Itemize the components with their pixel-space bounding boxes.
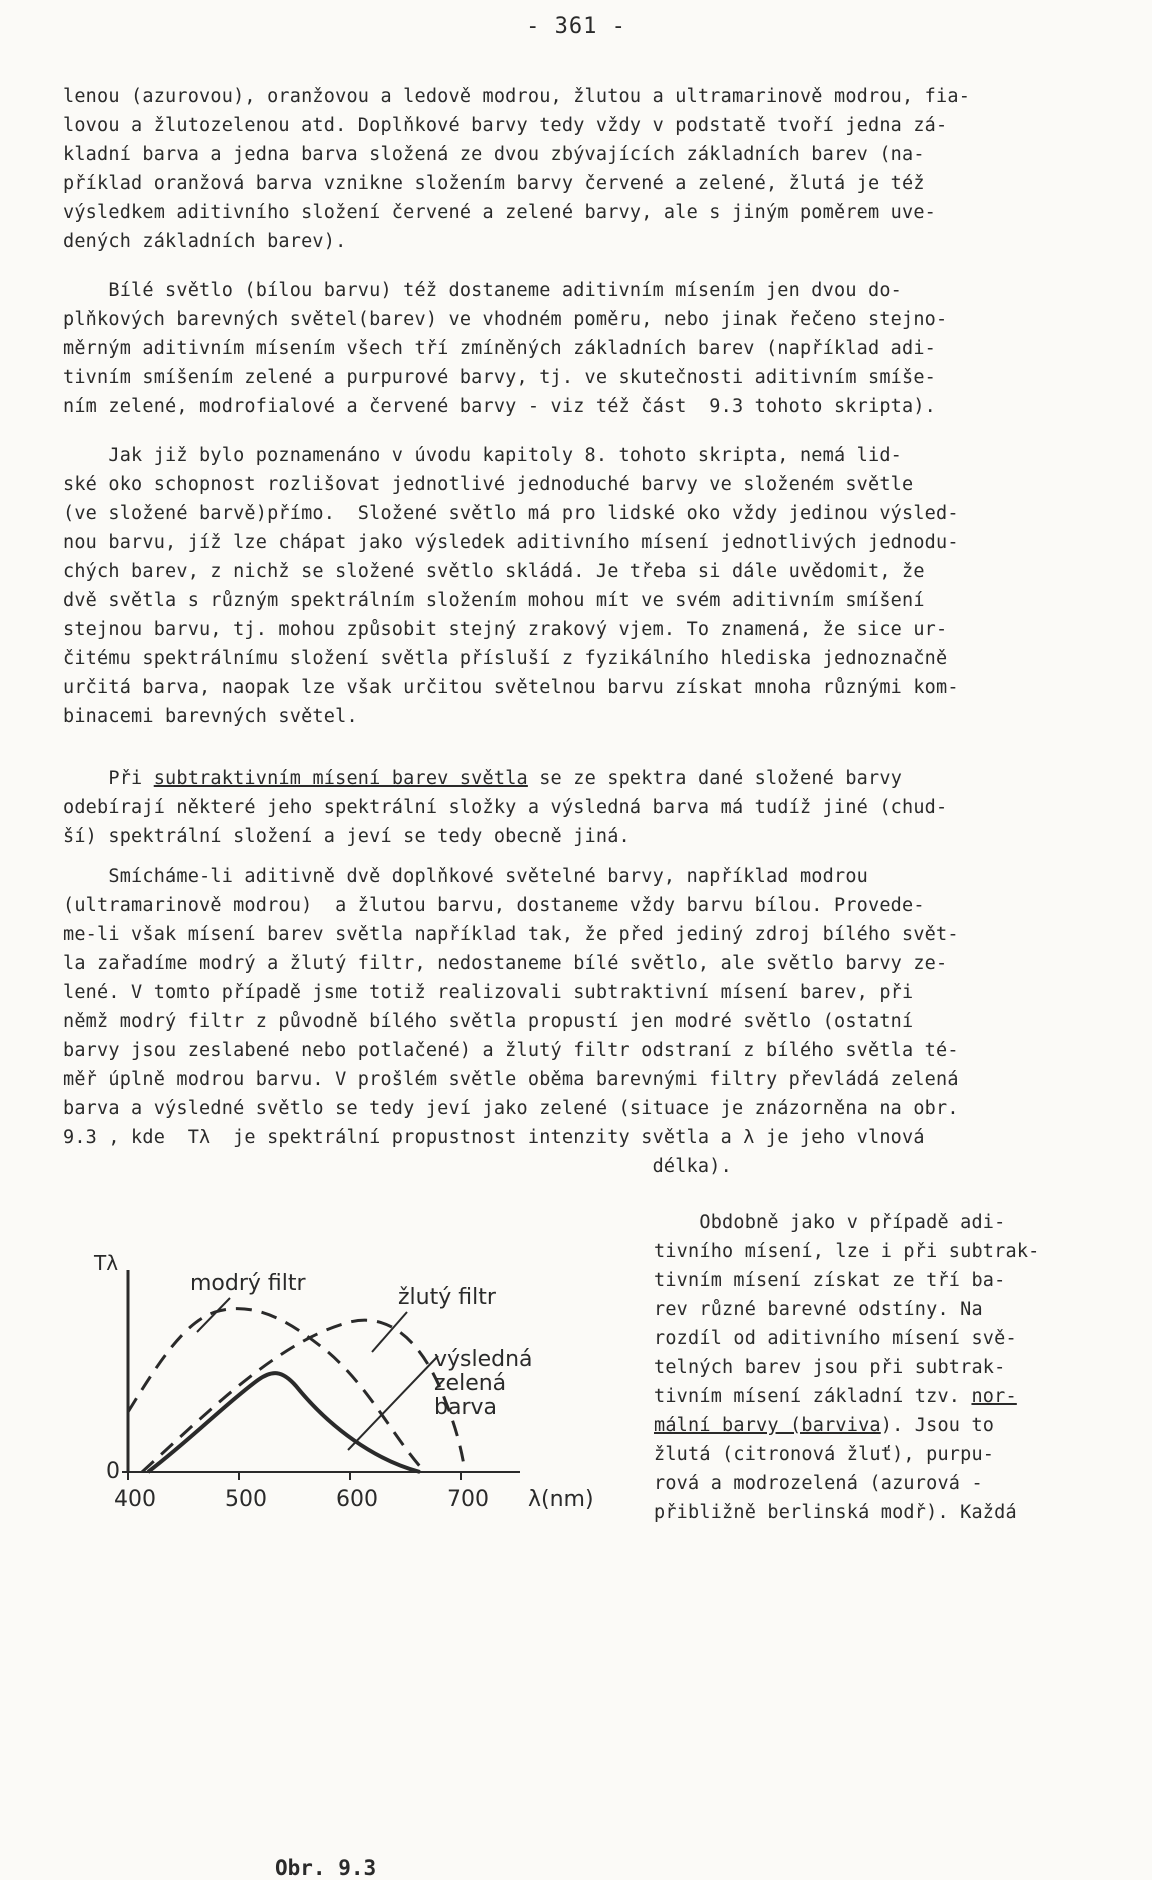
- text-line: me-li však mísení barev světla například tak, že před jediný zdroj bílého svět-: [63, 924, 959, 945]
- y-origin-label: 0: [106, 1459, 120, 1484]
- paragraph-human-eye: [63, 441, 959, 731]
- label-yellow-filter: žlutý filtr: [398, 1285, 496, 1310]
- text-fragment: se ze spektra dané složené barvy: [527, 768, 903, 789]
- x-tick-label: 700: [447, 1487, 489, 1512]
- text-line: (ultramarinově modrou) a žlutou barvu, dostaneme vždy barvu bílou. Provede-: [63, 895, 925, 916]
- paragraph-white-light: [63, 276, 947, 421]
- underlined-term: mální barvy (barviva: [654, 1415, 881, 1436]
- x-axis-label: λ(nm): [528, 1487, 594, 1512]
- paragraph-complementary-colors: [63, 82, 970, 256]
- text-line: barva a výsledné světlo se tedy jeví jako zelené (situace je znázorněna na obr.: [63, 1098, 959, 1119]
- y-axis-label: Tλ: [94, 1251, 119, 1275]
- text-line: barvy jsou zeslabené nebo potlačené) a žlutý filtr odstraní z bílého světla té-: [63, 1040, 959, 1061]
- paragraph-side-column: [654, 1208, 1040, 1527]
- text-line: lené. V tomto případě jsme totiž realizovali subtraktivní mísení barev, při: [63, 982, 914, 1003]
- text-line: délka).: [63, 1156, 732, 1177]
- text-line: žlutá (citronová žluť), purpu-: [654, 1444, 995, 1465]
- x-tick-label: 500: [225, 1487, 267, 1512]
- text-fragment: ). Jsou to: [880, 1415, 995, 1436]
- text-line: dených základních barev).: [63, 231, 347, 252]
- text-line: tivním mísení získat ze tří ba-: [654, 1270, 1006, 1291]
- text-line: měř úplně modrou barvu. V prošlém světle oběma barevnými filtry převládá zelená: [63, 1069, 959, 1090]
- text-line: plňkových barevných světel(barev) ve vhodném poměru, nebo jinak řečeno stejno-: [63, 309, 948, 330]
- underlined-term: nor-: [971, 1386, 1017, 1407]
- text-line: rozdíl od aditivního mísení svě-: [654, 1328, 1017, 1349]
- text-line: dvě světla s různým spektrálním složením mohou mít ve svém aditivním smíšení: [63, 590, 925, 611]
- text-line: nou barvu, jíž lze chápat jako výsledek aditivního mísení jednotlivých jednodu-: [63, 532, 959, 553]
- text-line: kladní barva a jedna barva složená ze dvou zbývajících základních barev (na-: [63, 144, 925, 165]
- text-line: rev různé barevné odstíny. Na: [654, 1299, 983, 1320]
- text-line: la zařadíme modrý a žlutý filtr, nedostaneme bílé světlo, ale světlo barvy ze-: [63, 953, 948, 974]
- text-line: lenou (azurovou), oranžovou a ledově modrou, žlutou a ultramarinově modrou, fia-: [63, 86, 971, 107]
- text-line: rová a modrozelená (azurová -: [654, 1473, 983, 1494]
- text-line: příklad oranžová barva vznikne složením barvy červené a zelené, žlutá je též: [63, 173, 925, 194]
- x-tick-label: 400: [114, 1487, 156, 1512]
- figure-transmittance-diagram: [94, 1240, 620, 1520]
- text-line: Smícháme-li aditivně dvě doplňkové světelné barvy, například modrou: [63, 866, 868, 887]
- label-result-line2: zelená: [434, 1371, 507, 1396]
- text-line: tivního mísení, lze i při subtrak-: [654, 1241, 1040, 1262]
- text-line: čitému spektrálnímu složení světla přísluší z fyzikálního hlediska jednoznačně: [63, 648, 948, 669]
- text-line: určitá barva, naopak lze však určitou světelnou barvu získat mnoha různými kom-: [63, 677, 959, 698]
- text-fragment: Při: [63, 768, 154, 789]
- text-line: ské oko schopnost rozlišovat jednotlivé jednoduché barvy ve složeném světle: [63, 474, 914, 495]
- label-blue-filter: modrý filtr: [190, 1271, 306, 1296]
- curve-blue-filter: [128, 1309, 425, 1472]
- text-line: [654, 1411, 1040, 1440]
- text-line: přibližně berlinská modř). Každá: [654, 1502, 1017, 1523]
- underlined-term: subtraktivním mísení barev světla: [153, 768, 528, 789]
- label-result-line3: barva: [434, 1395, 497, 1420]
- page-number: - 361 -: [526, 14, 626, 39]
- label-result-line1: výsledná: [434, 1347, 533, 1372]
- text-line: měrným aditivním mísením všech tří zmíněných základních barev (například adi-: [63, 338, 937, 359]
- text-line: Jak již bylo poznamenáno v úvodu kapitoly 8. tohoto skripta, nemá lid-: [63, 445, 903, 466]
- text-line: odebírají některé jeho spektrální složky a výsledná barva má tudíž jiné (chud-: [63, 797, 948, 818]
- text-line: ním zelené, modrofialové a červené barvy - viz též část 9.3 tohoto skripta).: [63, 396, 937, 417]
- curve-resulting-green: [148, 1373, 420, 1472]
- text-line: lovou a žlutozelenou atd. Doplňkové barvy tedy vždy v podstatě tvoří jedna zá-: [63, 115, 948, 136]
- text-line: (ve složené barvě)přímo. Složené světlo má pro lidské oko vždy jedinou výsled-: [63, 503, 959, 524]
- text-line: Bílé světlo (bílou barvu) též dostaneme aditivním mísením jen dvou do-: [63, 280, 903, 301]
- text-line: [654, 1382, 1040, 1411]
- leader-blue-filter: [197, 1298, 230, 1332]
- text-line: Obdobně jako v případě adi-: [654, 1212, 1006, 1233]
- paragraph-subtractive-mixing: [63, 764, 947, 851]
- text-line: [63, 764, 947, 793]
- text-line: tivním smíšením zelené a purpurové barvy, tj. ve skutečnosti aditivním smíše-: [63, 367, 937, 388]
- text-line: chých barev, z nichž se složené světlo skládá. Je třeba si dále uvědomit, že: [63, 561, 925, 582]
- text-line: telných barev jsou při subtrak-: [654, 1357, 1006, 1378]
- text-fragment: tivním mísení základní tzv.: [654, 1386, 972, 1407]
- text-line: 9.3 , kde Tλ je spektrální propustnost intenzity světla a λ je jeho vlnová: [63, 1127, 925, 1148]
- text-line: stejnou barvu, tj. mohou způsobit stejný zrakový vjem. To znamená, že sice ur-: [63, 619, 948, 640]
- x-tick-label: 600: [336, 1487, 378, 1512]
- text-line: němž modrý filtr z původně bílého světla propustí jen modré světlo (ostatní: [63, 1011, 914, 1032]
- text-line: binacemi barevných světel.: [63, 706, 358, 727]
- text-line: výsledkem aditivního složení červené a zelené barvy, ale s jiným poměrem uve-: [63, 202, 937, 223]
- figure-caption: Obr. 9.3: [275, 1856, 377, 1880]
- leader-result: [348, 1356, 438, 1450]
- paragraph-filter-example: [63, 862, 959, 1181]
- text-line: ší) spektrální složení a jeví se tedy obecně jiná.: [63, 826, 630, 847]
